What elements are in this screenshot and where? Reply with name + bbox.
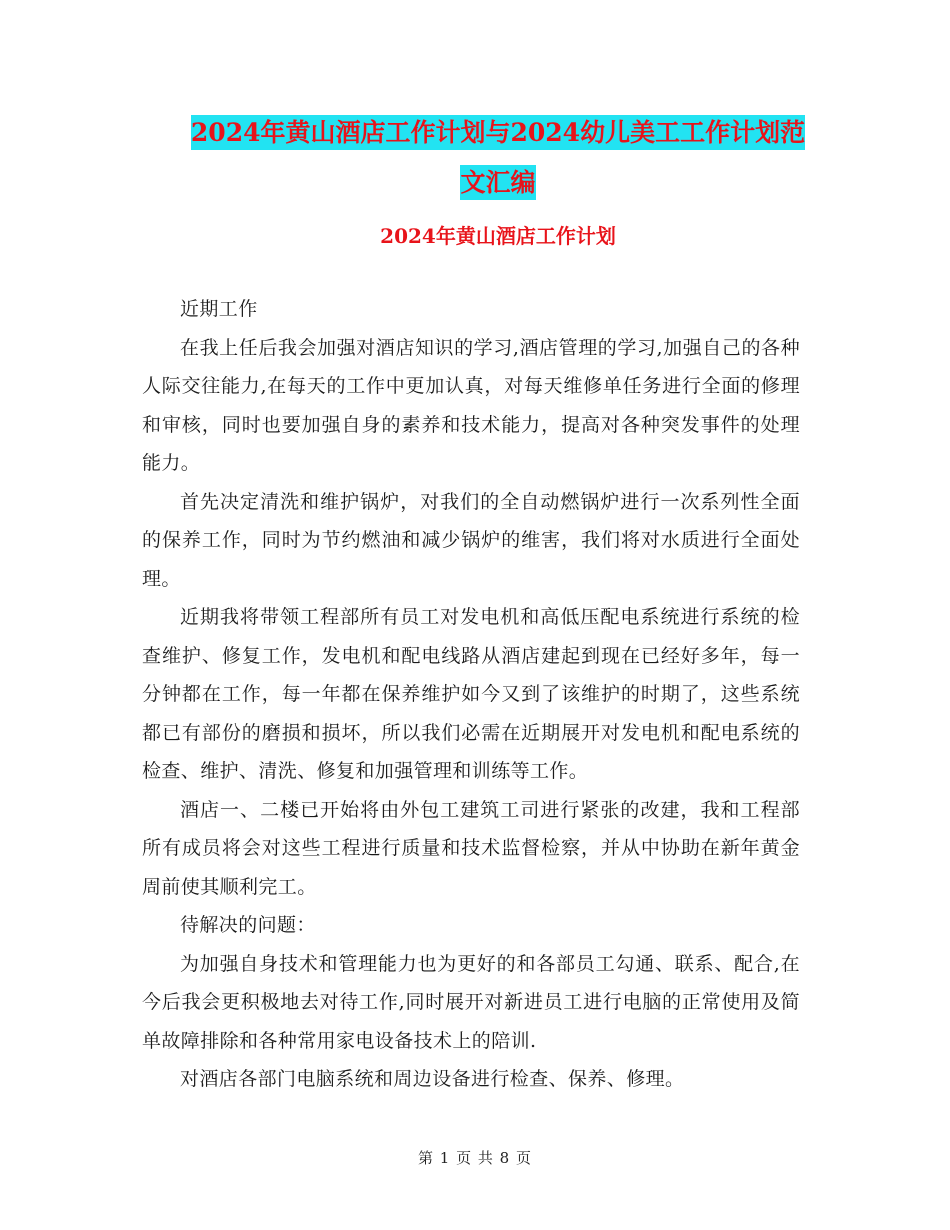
document-title-line-2: 文汇编 — [460, 165, 535, 200]
paragraph: 对酒店各部门电脑系统和周边设备进行检查、保养、修理。 — [180, 1068, 685, 1090]
document-title — [140, 108, 856, 208]
paragraph-pending-issues-heading: 待解决的问题： — [180, 914, 316, 936]
page-number-footer: 第 1 页 共 8 页 — [418, 1149, 532, 1167]
paragraph: 为加强自身技术和管理能力也为更好的和各部员工勾通、联系、配合,在今后我会更积极地去对待工作,同时展开对新进员工进行电脑的正常使用及简单故障排除和各种常用家电设备技术上的陪训. — [142, 952, 800, 1052]
section-title: 2024年黄山酒店工作计划 — [380, 224, 616, 248]
document-title-line-1: 2024年黄山酒店工作计划与2024幼儿美工工作计划范 — [191, 115, 805, 150]
paragraph-recent-work-heading: 近期工作 — [180, 298, 258, 320]
paragraph: 在我上任后我会加强对酒店知识的学习,酒店管理的学习,加强自己的各种人际交往能力,在每天的工作中更加认真，对每天维修单任务进行全面的修理和审核，同时也要加强自身的素养和技术能力，提高对各种突发事件的处理能力。 — [142, 336, 800, 474]
paragraph: 近期我将带领工程部所有员工对发电机和高低压配电系统进行系统的检查维护、修复工作，发电机和配电线路从酒店建起到现在已经好多年，每一分钟都在工作，每一年都在保养维护如今又到了该维护的时期了，这些系统都已有部份的磨损和损坏，所以我们必需在近期展开对发电机和配电系统的检查、维护、清洗、修复和加强管理和训练等工作。 — [142, 606, 800, 782]
paragraph: 酒店一、二楼已开始将由外包工建筑工司进行紧张的改建，我和工程部所有成员将会对这些工程进行质量和技术监督检察，并从中协助在新年黄金周前使其顺利完工。 — [142, 798, 800, 898]
document-body — [142, 290, 800, 1099]
paragraph: 首先决定清洗和维护锅炉，对我们的全自动燃锅炉进行一次系列性全面的保养工作，同时为节约燃油和减少锅炉的维害，我们将对水质进行全面处理。 — [142, 490, 800, 590]
